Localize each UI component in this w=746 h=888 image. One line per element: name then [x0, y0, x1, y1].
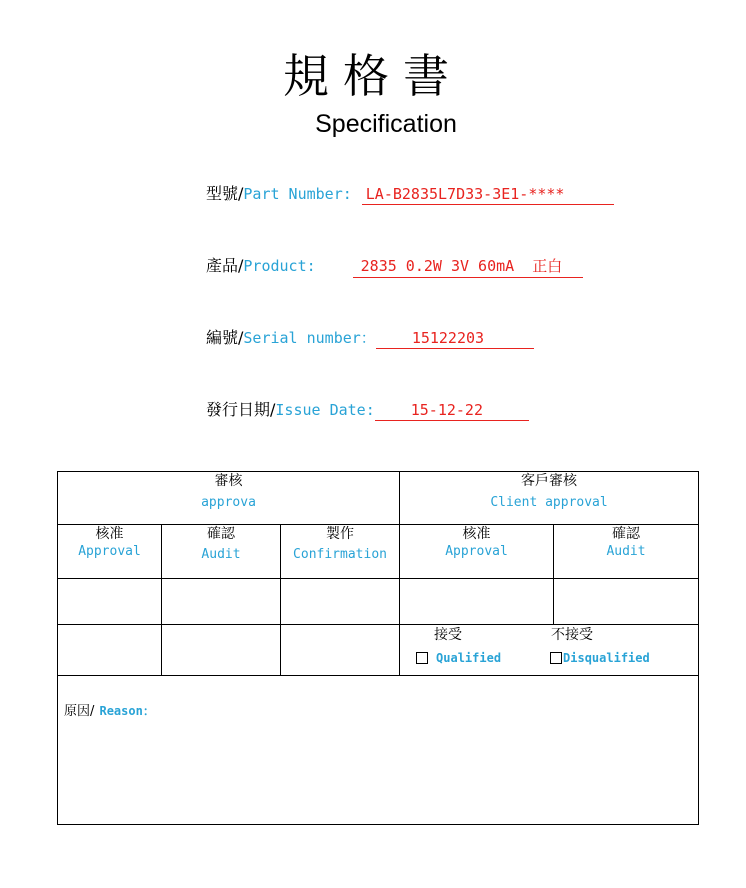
audit-signature-cell[interactable]	[162, 579, 281, 625]
approval-signature-cell[interactable]	[58, 579, 162, 625]
audit-zh: 確認	[207, 526, 235, 542]
audit-en: Audit	[201, 547, 241, 562]
disqualified-en: Disqualified	[563, 651, 650, 665]
confirmation-en: Confirmation	[293, 547, 387, 562]
confirmation-sign-cell[interactable]	[281, 625, 400, 676]
product-value: 2835 0.2W 3V 60mA 正白	[353, 255, 583, 278]
review-header-cell	[58, 472, 400, 525]
client-approval-header-cell	[400, 525, 554, 579]
document-title: 規格書	[283, 49, 463, 103]
client-review-header-cell	[400, 472, 699, 525]
qualified-option[interactable]	[416, 647, 501, 667]
approval-sign-cell[interactable]	[58, 625, 162, 676]
client-audit-en: Audit	[606, 544, 646, 559]
reason-cell[interactable]	[58, 676, 699, 825]
part-number-value: LA-B2835L7D33-3E1-****	[362, 185, 614, 205]
client-review-header-zh: 客戶審核	[521, 473, 578, 489]
part-number-label-zh: 型號/	[206, 184, 244, 203]
confirmation-zh: 製作	[326, 526, 354, 542]
qualified-zh: 接受	[434, 627, 463, 643]
approval-zh: 核准	[95, 526, 124, 542]
issue-date-field	[206, 397, 529, 421]
client-audit-signature-cell[interactable]	[554, 579, 699, 625]
approval-en: Approval	[78, 544, 141, 559]
confirmation-header-cell	[281, 525, 400, 579]
client-review-header-en: Client approval	[490, 495, 608, 510]
issue-date-label-zh: 發行日期/	[206, 400, 276, 419]
client-audit-zh: 確認	[612, 526, 641, 542]
approval-table	[57, 471, 699, 825]
serial-label-en: Serial number：	[243, 329, 376, 347]
audit-header-cell	[162, 525, 281, 579]
serial-label-zh: 編號/	[206, 328, 244, 347]
product-label-zh: 產品/	[206, 256, 244, 275]
client-approval-signature-cell[interactable]	[400, 579, 554, 625]
serial-value: 15122203	[376, 329, 534, 349]
product-label-en: Product:	[243, 257, 316, 275]
product-field	[206, 253, 583, 278]
issue-date-label-en: Issue Date:	[275, 401, 375, 419]
serial-number-field	[206, 325, 534, 349]
disqualified-option[interactable]	[550, 647, 650, 667]
part-number-label-en: Part Number:	[243, 185, 352, 203]
issue-date-value: 15-12-22	[375, 401, 529, 421]
review-header-en: approva	[201, 495, 256, 510]
client-approval-zh: 核准	[462, 526, 491, 542]
reason-en: Reason：	[99, 704, 155, 718]
part-number-field	[206, 181, 614, 205]
document-subtitle: Specification	[315, 110, 457, 138]
qualified-en: Qualified	[436, 651, 502, 665]
qualified-checkbox[interactable]	[416, 652, 428, 664]
audit-sign-cell[interactable]	[162, 625, 281, 676]
approval-header-cell	[58, 525, 162, 579]
acceptance-cell	[400, 625, 699, 676]
reason-zh: 原因/	[64, 704, 95, 719]
disqualified-zh: 不接受	[551, 627, 594, 643]
client-audit-header-cell	[554, 525, 699, 579]
client-approval-en: Approval	[445, 544, 508, 559]
review-header-zh: 審核	[214, 473, 243, 489]
disqualified-checkbox[interactable]	[550, 652, 562, 664]
confirmation-signature-cell[interactable]	[281, 579, 400, 625]
